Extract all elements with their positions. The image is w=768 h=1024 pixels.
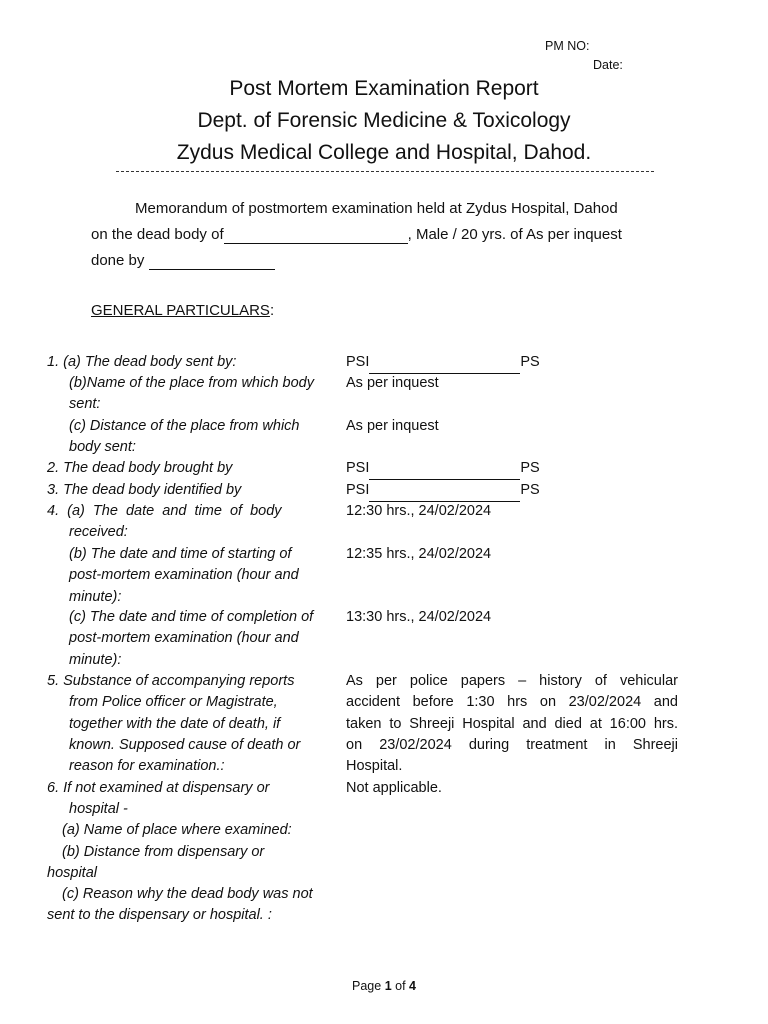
question-1c-line-1: (c) Distance of the place from which (69, 418, 300, 434)
question-4b-line-3: minute): (69, 588, 122, 605)
question-4b-line-1: (b) The date and time of starting of (69, 546, 292, 562)
ps-label: PS (520, 460, 540, 476)
question-1c (69, 416, 333, 459)
answer-1b: As per inquest (346, 375, 439, 391)
answer-1c: As per inquest (346, 418, 439, 434)
question-6a: (a) Name of place where examined: (62, 822, 292, 838)
psi-label: PSI (346, 482, 370, 498)
question-5-line-2: from Police officer or Magistrate, (69, 694, 278, 711)
question-4b (69, 544, 333, 608)
answer-5-line-3: taken to Shreeji Hospital and died at 16:00 hrs. (346, 715, 678, 732)
answer-5-line-5: Hospital. (346, 758, 403, 775)
date-label: Date: (593, 58, 623, 72)
answer-1a (346, 352, 540, 374)
question-4c-line-1: (c) The date and time of completion of (69, 609, 314, 625)
question-4c-line-3: minute): (69, 651, 122, 668)
question-5-line-4: known. Supposed cause of death or (69, 736, 301, 753)
question-4a-line-1: 4. (a) The date and time of body (47, 503, 282, 519)
current-page-number: 1 (384, 979, 392, 993)
psi-label: PSI (346, 354, 370, 370)
answer-2 (346, 458, 540, 480)
ps-label: PS (520, 482, 540, 498)
question-1b (69, 373, 333, 416)
pm-no-label: PM NO: (545, 39, 590, 53)
memorandum-line-3 (91, 252, 275, 270)
question-5-line-1: 5. Substance of accompanying reports (47, 673, 295, 689)
question-4a-line-2: received: (69, 524, 128, 541)
question-6c-line-1: (c) Reason why the dead body was not (62, 886, 313, 902)
memorandum-line-2-suffix: , Male / 20 yrs. of As per inquest (407, 226, 622, 243)
psi-blank-1 (369, 352, 520, 374)
question-6 (47, 778, 333, 821)
question-1b-line-1: (b)Name of the place from which body (69, 375, 314, 391)
question-1b-line-2: sent: (69, 396, 101, 413)
ps-label: PS (520, 354, 540, 370)
question-6b-line-2: hospital (47, 865, 97, 882)
question-4b-line-2: post-mortem examination (hour and (69, 567, 299, 584)
general-particulars-title: GENERAL PARTICULARS (91, 302, 270, 319)
answer-6: Not applicable. (346, 780, 442, 796)
question-5 (47, 671, 333, 777)
answer-4c: 13:30 hrs., 24/02/2024 (346, 609, 492, 625)
question-6c (47, 884, 333, 927)
memorandum-line-3-prefix: done by (91, 252, 145, 269)
question-6b (47, 842, 333, 885)
question-5-line-3: together with the date of death, if (69, 715, 281, 732)
answer-5 (346, 671, 678, 777)
answer-3 (346, 480, 540, 502)
question-3: 3. The dead body identified by (47, 482, 242, 498)
answer-4b: 12:35 hrs., 24/02/2024 (346, 546, 492, 562)
memorandum-line-1: Memorandum of postmortem examination held at Zydus Hospital, Dahod (135, 200, 618, 217)
question-4a (47, 501, 333, 544)
report-title: Post Mortem Examination Report (229, 77, 539, 100)
question-6c-line-2: sent to the dispensary or hospital. : (47, 907, 272, 924)
college-title: Zydus Medical College and Hospital, Dahod. (176, 141, 592, 164)
total-pages-number: 4 (409, 979, 416, 993)
deceased-name-blank (224, 226, 408, 244)
department-title: Dept. of Forensic Medicine & Toxicology (197, 109, 571, 132)
question-6-line-1: 6. If not examined at dispensary or (47, 780, 270, 796)
psi-label: PSI (346, 460, 370, 476)
question-4c (69, 607, 333, 671)
question-4c-line-2: post-mortem examination (hour and (69, 630, 299, 647)
question-6b-line-1: (b) Distance from dispensary or (62, 844, 265, 860)
question-6-line-2: hospital - (69, 801, 128, 818)
general-particulars-colon: : (269, 302, 275, 319)
psi-blank-3 (369, 480, 520, 502)
answer-4a: 12:30 hrs., 24/02/2024 (346, 503, 492, 519)
question-5-line-5: reason for examination.: (69, 758, 225, 775)
answer-5-line-4: on 23/02/2024 during treatment in Shreeji (346, 736, 678, 753)
page-word: Page (352, 979, 382, 993)
question-1c-line-2: body sent: (69, 439, 136, 456)
memorandum-line-2 (91, 226, 622, 244)
psi-blank-2 (369, 458, 520, 480)
answer-5-line-2: accident before 1:30 hrs on 23/02/2024 and (346, 694, 678, 711)
question-2: 2. The dead body brought by (47, 460, 233, 476)
done-by-blank (149, 252, 275, 270)
page-footer (0, 979, 768, 993)
memorandum-line-2-prefix: on the dead body of (91, 226, 224, 243)
of-word: of (395, 979, 406, 993)
answer-5-line-1: As per police papers – history of vehicular (346, 673, 678, 689)
dashed-divider (116, 171, 654, 172)
general-particulars-heading (91, 302, 274, 319)
question-1a: 1. (a) The dead body sent by: (47, 354, 237, 370)
